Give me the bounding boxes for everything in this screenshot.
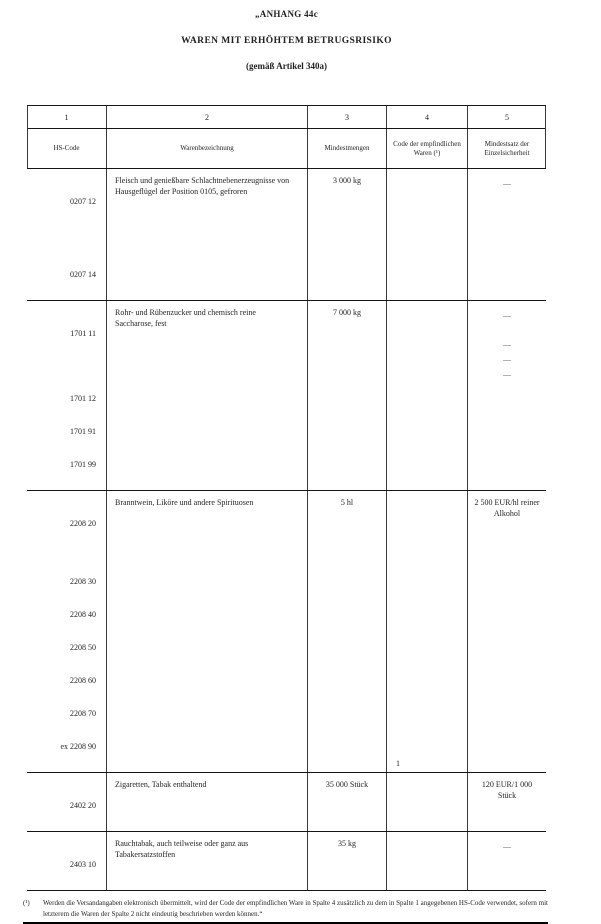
min-quantity-cell: 7 000 kg [307,301,386,490]
dash: — [503,340,511,349]
hs-code: 2403 10 [70,860,96,869]
page-title: WAREN MIT ERHÖHTEM BETRUGSRISIKO [181,36,392,46]
spacer [27,227,96,249]
hs-code: 2208 20 [70,519,96,528]
column-number: 5 [467,106,546,128]
footnote-text: Werden die Versandangaben elektronisch übermittelt, wird der Code der empfindlichen Ware in Spalte 4 zusätzlich zu dem in Spalte 1 angegebenen HS-Code verwendet, sofern mit letzterem die Waren der Spalte 2 nicht eindeutig beschrieben werden können.“ [43,899,548,918]
table-row [27,773,546,832]
guarantee-cell [467,169,546,300]
column-header-sensitive-code: Code der empfindlichen Waren (¹) [386,129,467,168]
hs-code: 0207 14 [70,270,96,279]
min-quantity-cell: 3 000 kg [307,169,386,300]
dash: — [503,355,511,364]
hs-code: 2208 60 [70,676,96,685]
hs-code: ex 2208 90 [60,742,96,751]
sensitive-code-cell [386,301,467,490]
hs-code-cell [27,491,106,772]
column-number: 1 [64,113,69,122]
sensitive-code-cell [386,773,467,831]
column-header-hs-code: HS-Code [53,144,80,153]
min-quantity-cell: 5 hl [307,491,386,772]
column-number: 2 [106,106,307,128]
footnote [23,898,548,920]
column-header-description: Warenbezeichnung [106,129,307,168]
hs-code-cell [27,301,106,490]
min-quantity-cell: 35 kg [307,832,386,890]
spacer [473,323,541,337]
spacer [27,549,96,556]
footnote-marker: (¹) [23,899,30,907]
hs-code: 1701 99 [70,460,96,469]
dash: — [503,370,511,379]
dash: — [503,179,511,188]
column-number: 3 [307,106,386,128]
hs-code: 1701 12 [70,394,96,403]
sensitive-code-cell [386,169,467,300]
guarantee-cell: 120 EUR/1 000 Stück [467,773,546,831]
column-number: 4 [386,106,467,128]
table-row [27,301,546,491]
min-quantity-cell: 35 000 Stück [307,773,386,831]
table-row [27,169,546,301]
description-cell: Fleisch und genießbare Schlachtnebenerzeugnisse von Hausgeflügel der Position 0105, gefroren [106,169,307,300]
page-subtitle: (gemäß Artikel 340a) [246,61,327,71]
column-number-row [27,106,546,129]
hs-code: 1701 11 [70,329,96,338]
sensitive-code-value: 1 [396,759,400,768]
hs-code-cell [27,773,106,831]
dash: — [503,311,511,320]
page-content [23,0,548,924]
guarantee-cell: 2 500 EUR/hl reiner Alkohol [467,491,546,772]
goods-table [27,105,546,891]
hs-code-cell [27,832,106,890]
hs-code-cell [27,169,106,300]
guarantee-cell [467,832,546,890]
sensitive-code-cell [386,832,467,890]
hs-code: 2208 70 [70,709,96,718]
table-header [27,105,546,169]
hs-code: 1701 91 [70,427,96,436]
column-header-min-quantity: Mindestmengen [307,129,386,168]
sensitive-code-cell [386,491,467,772]
dash: — [503,842,511,851]
description-cell: Rauchtabak, auch teilweise oder ganz aus Tabakersatzstoffen [106,832,307,890]
hs-code: 2208 50 [70,643,96,652]
hs-code: 2208 40 [70,610,96,619]
spacer [27,359,96,373]
guarantee-cell [467,301,546,490]
annex-label: „ANHANG 44c [254,9,319,19]
column-header-min-guarantee: Mindestsatz der Einzelsicherheit [467,129,546,168]
column-header-row [27,129,546,168]
hs-code: 0207 12 [70,197,96,206]
table-row [27,491,546,773]
description-cell: Rohr- und Rübenzucker und chemisch reine Saccharose, fest [106,301,307,490]
hs-code: 2208 30 [70,577,96,586]
table-row [27,832,546,891]
description-cell: Branntwein, Liköre und andere Spirituosen [106,491,307,772]
description-cell: Zigaretten, Tabak enthaltend [106,773,307,831]
hs-code: 2402 20 [70,801,96,810]
